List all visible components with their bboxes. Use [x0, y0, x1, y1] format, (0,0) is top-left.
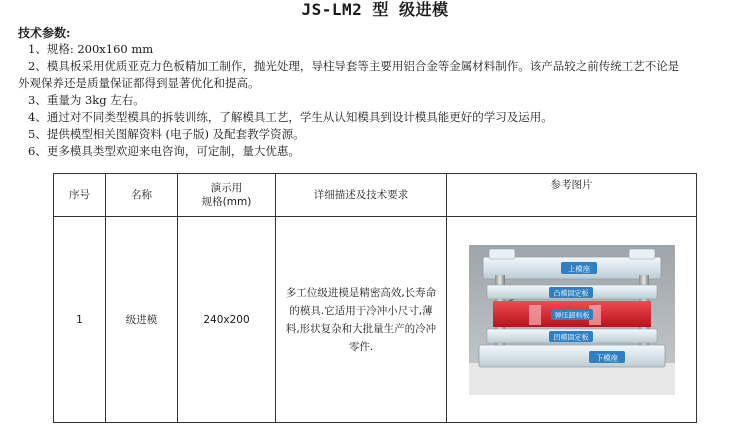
desc-line-3: 料,形状复杂和大批量生产的冷冲: [285, 322, 437, 335]
label-lower-base: [589, 351, 625, 363]
col-header-size-line1: 演示用: [210, 182, 243, 194]
desc-line-1: 多工位级进模是精密高效,长寿命: [285, 286, 437, 299]
col-header-name: 名称: [106, 174, 178, 217]
spec-item-2-cont: 外观保养还是质量保证都得到显著优化和提高。: [18, 76, 260, 90]
svg-text:上模座: 上模座: [567, 264, 590, 273]
col-header-index: 序号: [54, 174, 106, 217]
progressive-die-photo: [469, 245, 675, 395]
cell-size: 240x200: [178, 217, 276, 423]
svg-text:凹模固定板: 凹模固定板: [553, 333, 588, 341]
label-upper-base: [561, 262, 597, 274]
col-header-image: 参考图片: [447, 174, 697, 217]
table-row: [54, 217, 697, 423]
svg-text:凸模固定板: 凸模固定板: [553, 289, 588, 297]
document-title: JS-LM2 型 级进模: [301, 0, 449, 19]
product-table: [53, 173, 697, 423]
spec-item-6: 6、更多模具类型欢迎来电咨询，可定制，量大优惠。: [28, 144, 300, 158]
left-guide-cap: [489, 249, 515, 259]
spec-item-3: 3、重量为 3kg 左右。: [28, 93, 145, 107]
cell-description: [276, 217, 447, 423]
spec-item-5: 5、提供模型相关图解资料 (电子版) 及配套教学资源。: [28, 127, 305, 141]
col-header-size-line2: 规格(mm): [201, 196, 252, 208]
col-header-desc: 详细描述及技术要求: [276, 174, 447, 217]
tech-params-heading: 技术参数:: [18, 26, 71, 40]
spec-item-4: 4、通过对不同类型模具的拆装训练，了解模具工艺，学生从认知模具到设计模具能更好的学习及运用。: [28, 110, 553, 124]
svg-text:下模座: 下模座: [595, 353, 618, 362]
label-stripper: [551, 309, 593, 320]
cell-photo: [447, 217, 697, 423]
table-header-row: [54, 174, 697, 217]
label-punch-plate: [549, 287, 593, 298]
cell-index: 1: [54, 217, 106, 423]
svg-text:弹压卸料板: 弹压卸料板: [554, 311, 589, 319]
table-surface: [469, 363, 675, 395]
spec-item-1: 1、规格: 200x160 mm: [28, 42, 154, 56]
desc-line-2: 的模具.它适用于冷冲小尺寸,薄: [289, 304, 433, 317]
col-header-size: [178, 174, 276, 217]
spec-item-2: 2、模具板采用优质亚克力色板精加工制作，抛光处理，导柱导套等主要用铝合金等金属材料制作。该产品较之前传统工艺不论是: [28, 59, 680, 73]
lower-base-plate: [479, 345, 665, 367]
desc-line-4: 零件.: [348, 340, 374, 353]
right-guide-cap: [629, 249, 655, 259]
cell-name: 级进模: [106, 217, 178, 423]
label-die-plate: [549, 331, 593, 342]
